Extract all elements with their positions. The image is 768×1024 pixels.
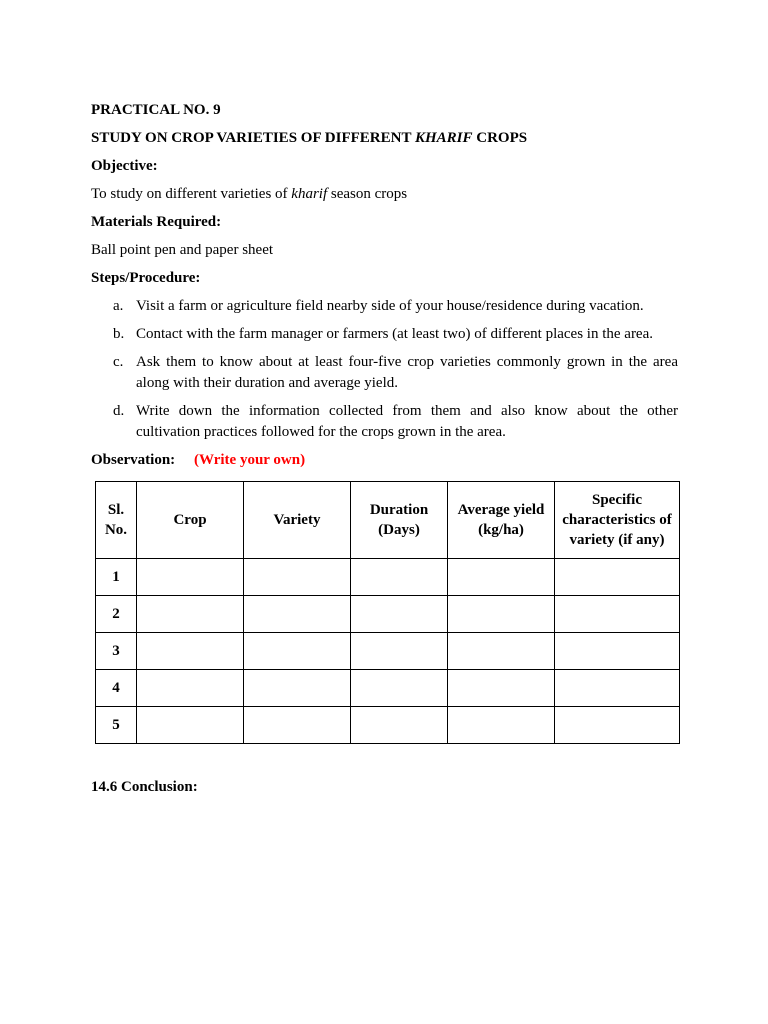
observation-table [95,481,680,744]
step-marker: c. [113,354,124,370]
step-marker: b. [113,326,125,342]
header-specific-characteristics: Specific characteristics of variety (if any) [555,482,680,559]
procedure-step [91,296,678,317]
row-number: 2 [96,596,137,633]
characteristics-cell [555,633,680,670]
table-row [96,559,680,596]
table-row [96,596,680,633]
duration-cell [351,670,448,707]
header-sl-no: Sl. No. [96,482,137,559]
characteristics-cell [555,559,680,596]
observation-line [91,450,678,471]
variety-cell [244,596,351,633]
materials-heading: Materials Required: [91,214,222,230]
characteristics-cell [555,707,680,744]
document-page [91,100,678,471]
duration-cell [351,633,448,670]
title-prefix: STUDY ON CROP VARIETIES OF DIFFERENT [91,130,415,146]
step-marker: d. [113,403,125,419]
crop-cell [137,559,244,596]
row-number: 3 [96,633,137,670]
observation-note: (Write your own) [194,452,306,468]
step-text: Contact with the farm manager or farmers (at least two) of different places in the area. [136,326,654,342]
conclusion-heading: 14.6 Conclusion: [91,779,198,795]
yield-cell [448,707,555,744]
variety-cell [244,559,351,596]
row-number: 4 [96,670,137,707]
practical-number: PRACTICAL NO. 9 [91,102,221,118]
objective-text-prefix: To study on different varieties of [91,186,292,202]
header-crop: Crop [137,482,244,559]
yield-cell [448,670,555,707]
characteristics-cell [555,596,680,633]
procedure-heading: Steps/Procedure: [91,270,201,286]
title-italic: KHARIF [414,130,473,146]
yield-cell [448,596,555,633]
page-title [91,128,678,149]
row-number: 1 [96,559,137,596]
crop-cell [137,707,244,744]
yield-cell [448,559,555,596]
header-duration: Duration (Days) [351,482,448,559]
duration-cell [351,707,448,744]
duration-cell [351,559,448,596]
crop-cell [137,633,244,670]
crop-cell [137,596,244,633]
table-header-row [96,482,680,559]
objective-heading: Objective: [91,158,158,174]
header-variety: Variety [244,482,351,559]
observation-heading: Observation: [91,452,176,468]
row-number: 5 [96,707,137,744]
procedure-step [91,401,678,443]
duration-cell [351,596,448,633]
objective-text-italic: kharif [291,186,328,202]
step-text: Write down the information collected from them and also know about the other cultivation practices followed for the crops grown in the area. [136,403,678,440]
characteristics-cell [555,670,680,707]
procedure-step [91,324,678,345]
crop-cell [137,670,244,707]
header-average-yield: Average yield (kg/ha) [448,482,555,559]
procedure-step [91,352,678,394]
variety-cell [244,633,351,670]
materials-text: Ball point pen and paper sheet [91,242,274,258]
objective-text [91,184,678,205]
step-marker: a. [113,298,124,314]
table-row [96,707,680,744]
step-text: Ask them to know about at least four-five crop varieties commonly grown in the area along with their duration and average yield. [136,354,678,391]
procedure-steps [91,296,678,443]
variety-cell [244,670,351,707]
objective-text-suffix: season crops [327,186,408,202]
step-text: Visit a farm or agriculture field nearby side of your house/residence during vacation. [136,298,644,314]
table-row [96,633,680,670]
variety-cell [244,707,351,744]
yield-cell [448,633,555,670]
title-suffix: CROPS [472,130,528,146]
table-row [96,670,680,707]
